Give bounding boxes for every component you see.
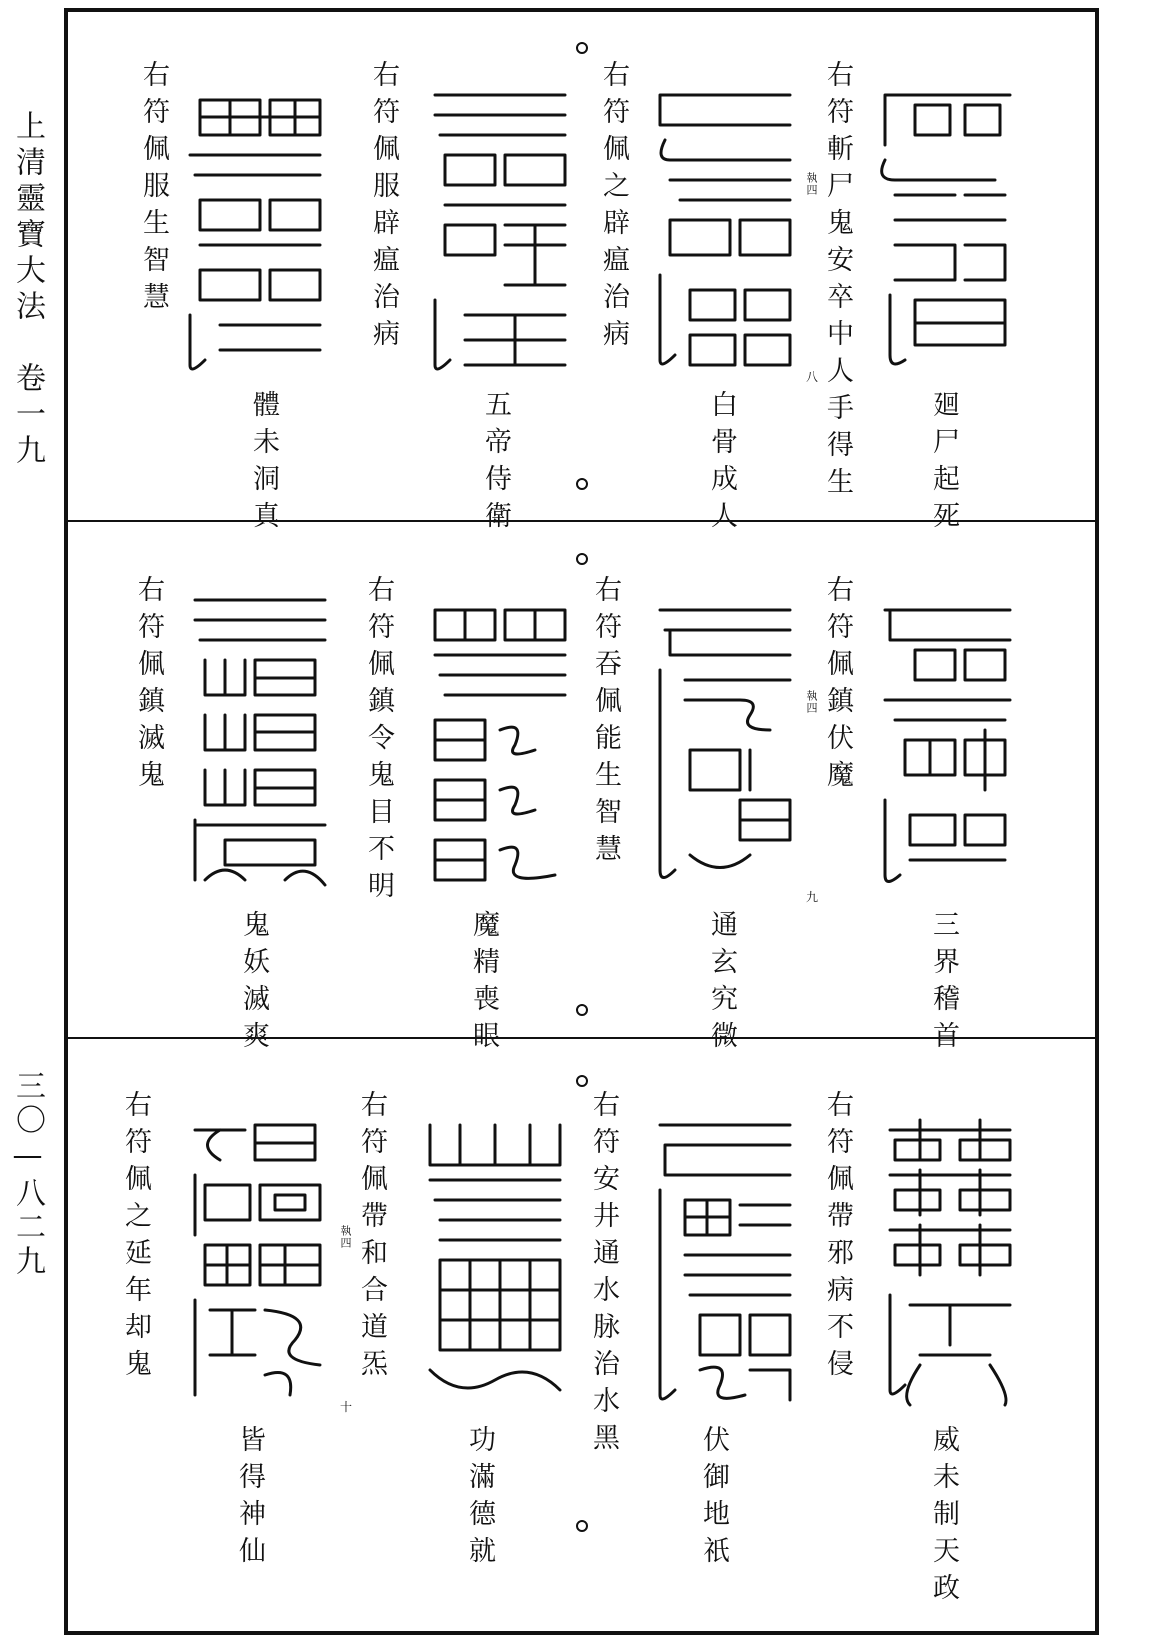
talisman-label: 三界稽首 <box>928 910 959 1058</box>
talisman-caption: 右符佩之辟瘟治病 <box>598 60 629 356</box>
talisman-glyph <box>650 1115 800 1405</box>
talisman-glyph <box>875 600 1020 890</box>
talisman-label: 體未洞真 <box>248 390 279 538</box>
circle-mark <box>576 1520 588 1532</box>
talisman-glyph <box>425 600 575 890</box>
talisman-glyph <box>875 85 1020 375</box>
circle-mark <box>576 553 588 565</box>
talisman-glyph <box>880 1115 1020 1405</box>
talisman-glyph <box>425 85 575 375</box>
circle-mark <box>576 1004 588 1016</box>
talisman-number: 十 <box>340 1400 353 1414</box>
talisman-label: 廻尸起死 <box>928 390 959 538</box>
talisman-caption: 右符佩服生智慧 <box>138 60 169 319</box>
talisman-glyph <box>180 85 330 375</box>
talisman-number: 八 <box>806 370 819 384</box>
talisman-label: 五帝侍衛 <box>480 390 511 538</box>
talisman-note: 執四 <box>805 690 818 714</box>
circle-mark <box>576 478 588 490</box>
talisman-label: 皆得神仙 <box>234 1425 265 1573</box>
page-number: 三〇—八二九 <box>10 1070 45 1279</box>
talisman-label: 通玄究微 <box>706 910 737 1058</box>
talisman-glyph <box>185 590 335 890</box>
talisman-label: 伏御地祇 <box>698 1425 729 1573</box>
talisman-note: 執四 <box>339 1225 352 1249</box>
talisman-caption: 右符佩服辟瘟治病 <box>368 60 399 356</box>
talisman-caption: 右符佩鎮令鬼目不明 <box>363 575 394 908</box>
talisman-caption: 右符佩帶邪病不侵 <box>822 1090 853 1386</box>
talisman-glyph <box>420 1115 570 1405</box>
talisman-caption: 右符佩之延年却鬼 <box>120 1090 151 1386</box>
talisman-label: 魔精喪眼 <box>468 910 499 1058</box>
talisman-label: 白骨成人 <box>706 390 737 538</box>
talisman-number: 九 <box>806 890 819 904</box>
talisman-label: 威未制天政 <box>928 1425 959 1610</box>
talisman-glyph <box>185 1115 335 1405</box>
talisman-caption: 右符佩鎮滅鬼 <box>133 575 164 797</box>
talisman-caption: 右符斬尸鬼安卒中人手得生 <box>822 60 853 504</box>
talisman-label: 功滿德就 <box>464 1425 495 1573</box>
talisman-caption: 右符佩帶和合道炁 <box>356 1090 387 1386</box>
talisman-caption: 右符吞佩能生智慧 <box>590 575 621 871</box>
circle-mark <box>576 1075 588 1087</box>
book-title: 上清靈寶大法 卷一九 <box>10 110 45 470</box>
talisman-caption: 右符安井通水脉治水黑 <box>588 1090 619 1460</box>
circle-mark <box>576 42 588 54</box>
talisman-glyph <box>650 600 800 890</box>
talisman-note: 執四 <box>805 172 818 196</box>
talisman-caption: 右符佩鎮伏魔 <box>822 575 853 797</box>
talisman-glyph <box>650 85 800 375</box>
talisman-label: 鬼妖滅爽 <box>238 910 269 1058</box>
